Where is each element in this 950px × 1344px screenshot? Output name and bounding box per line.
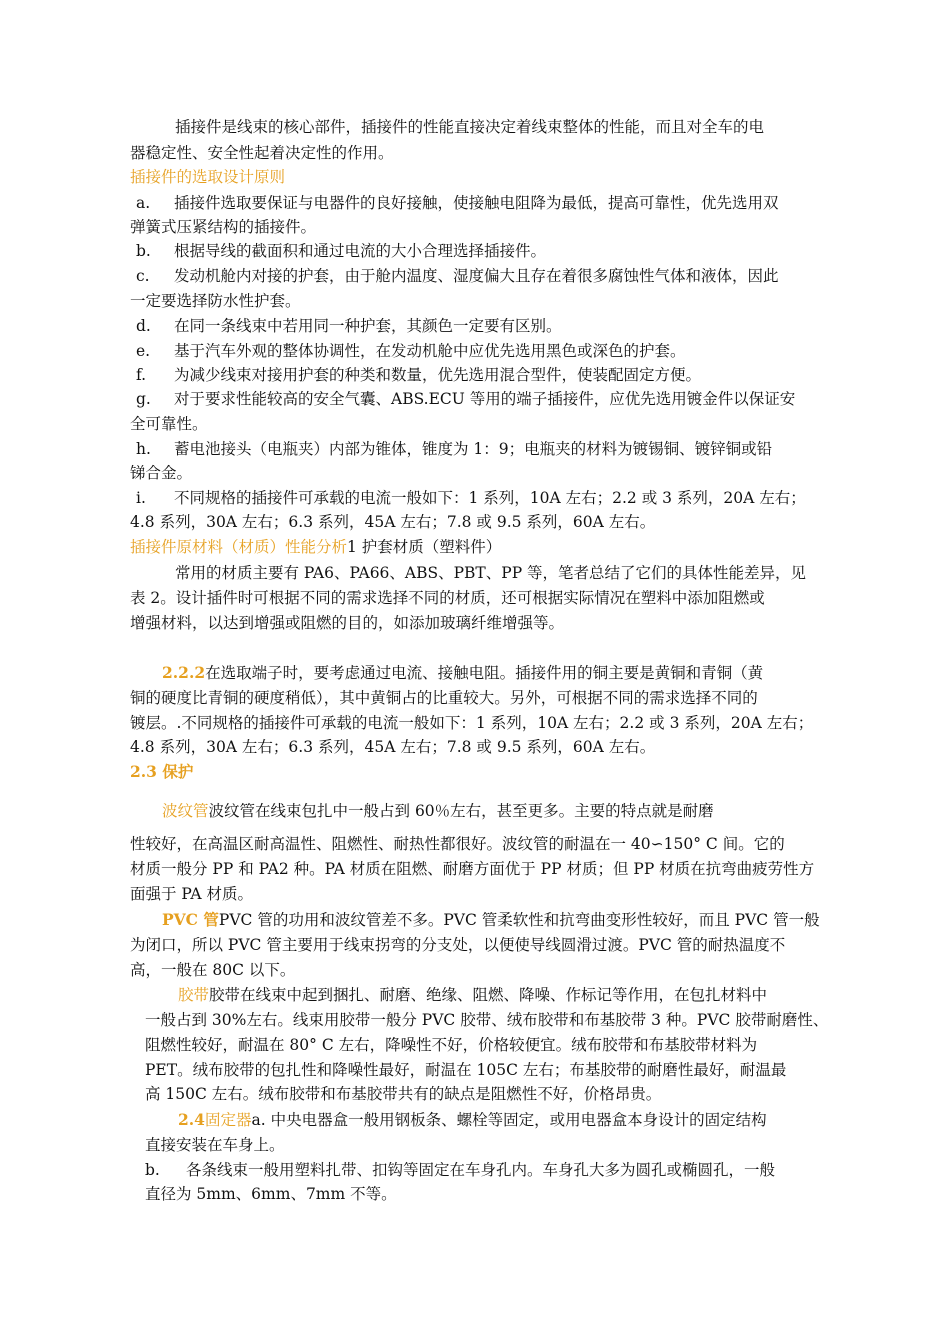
paragraph-line: 铜的硬度比青铜的硬度稍低），其中黄铜占的比重较大。另外，可根据不同的需求选择不同的: [130, 689, 758, 707]
section-heading-selection: 插接件的选取设计原则: [130, 168, 286, 186]
section-heading-material: [130, 536, 501, 558]
paragraph-line: 常用的材质主要有 PA6、PA66、ABS、PBT、PP 等，笔者总结了它们的具体性能差异，见: [175, 564, 807, 582]
subsection-label: 固定器: [204, 1111, 252, 1129]
list-marker: b.: [136, 242, 151, 260]
list-item-text: 锑合金。: [130, 464, 193, 482]
paragraph-line: 4.8 系列，30A 左右；6.3 系列，45A 左右；7.8 或 9.5 系列，60A 左右。: [130, 738, 656, 756]
paragraph-text: 在选取端子时，要考虑通过电流、接触电阻。插接件用的铜主要是黄铜和青铜（黄: [205, 664, 764, 682]
list-item-text: 根据导线的截面积和通过电流的大小合理选择插接件。: [174, 242, 547, 260]
section-heading-protection: 2.3 保护: [130, 762, 194, 781]
paragraph-line: 一般占到 30%左右。线束用胶带一般分 PVC 胶带、绒布胶带和布基胶带 3 种。PVC 胶带耐磨性、: [145, 1011, 829, 1029]
list-marker: f.: [136, 366, 147, 384]
intro-line: 器稳定性、安全性起着决定性的作用。: [130, 144, 394, 162]
list-item-text: 在同一条线束中若用同一种护套，其颜色一定要有区别。: [174, 317, 562, 335]
paragraph-text: 胶带在线束中起到捆扎、耐磨、绝缘、阻燃、降噪、作标记等作用，在包扎材料中: [209, 986, 768, 1004]
section-number: 2.4: [178, 1110, 205, 1129]
paragraph-line: 高，一般在 80C 以下。: [130, 961, 296, 979]
list-item-text: 一定要选择防水性护套。: [130, 292, 301, 310]
paragraph-line: 性较好，在高温区耐高温性、阻燃性、耐热性都很好。波纹管的耐温在一 40∽150° C 间。它的: [130, 835, 785, 853]
paragraph-line: 阻燃性较好，耐温在 80° C 左右，降噪性不好，价格较便宜。绒布胶带和布基胶带材料为: [145, 1036, 758, 1054]
paragraph-text: a. 中央电器盒一般用钢板条、螺栓等固定，或用电器盒本身设计的固定结构: [251, 1111, 767, 1129]
section-number: 2.2.2: [162, 663, 206, 682]
paragraph-line: [178, 1109, 767, 1131]
paragraph-line: 各条线束一般用塑料扎带、扣钩等固定在车身孔内。车身孔大多为圆孔或椭圆孔，一般: [186, 1161, 776, 1179]
paragraph-text: 波纹管在线束包扎中一般占到 60％左右，甚至更多。主要的特点就是耐磨: [208, 802, 714, 820]
paragraph-line: 材质一般分 PP 和 PA2 种。PA 材质在阻燃、耐磨方面优于 PP 材质；但 PP 材质在抗弯曲疲劳性方: [130, 860, 815, 878]
paragraph-line: [162, 662, 763, 684]
paragraph-line: 镀层。.不同规格的插接件可承载的电流一般如下：1 系列，10A 左右；2.2 或 3 系列，20A 左右；: [130, 714, 814, 732]
list-marker: c.: [136, 267, 150, 285]
list-marker: d.: [136, 317, 151, 335]
list-item-text: 为减少线束对接用护套的种类和数量，优先选用混合型件，使装配固定方便。: [174, 366, 702, 384]
paragraph-line: 面强于 PA 材质。: [130, 885, 254, 903]
heading-tail: 1 护套材质（塑料件）: [347, 538, 502, 556]
subsection-label: 波纹管: [162, 802, 209, 820]
list-item-text: 基于汽车外观的整体协调性，在发动机舱中应优先选用黑色或深色的护套。: [174, 342, 686, 360]
paragraph-line: 直接安装在车身上。: [145, 1136, 285, 1154]
paragraph-line: [162, 909, 820, 931]
list-item-text: 蓄电池接头（电瓶夹）内部为锥体，锥度为 1：9；电瓶夹的材料为镀锡铜、镀锌铜或铅: [174, 440, 773, 458]
list-marker: g.: [136, 390, 151, 408]
list-item-text: 插接件选取要保证与电器件的良好接触，使接触电阻降为最低，提高可靠性，优先选用双: [174, 194, 779, 212]
paragraph-line: 增强材料，以达到增强或阻燃的目的，如添加玻璃纤维增强等。: [130, 614, 565, 632]
heading-highlight: 插接件原材料（材质）性能分析: [130, 538, 348, 556]
paragraph-line: [162, 800, 714, 822]
paragraph-line: PET。绒布胶带的包扎性和降噪性最好，耐温在 105C 左右；布基胶带的耐磨性最好，耐温最: [145, 1061, 787, 1079]
list-item-text: 不同规格的插接件可承载的电流一般如下：1 系列，10A 左右；2.2 或 3 系列，20A 左右；: [174, 489, 806, 507]
list-item-text: 4.8 系列，30A 左右；6.3 系列，45A 左右；7.8 或 9.5 系列，60A 左右。: [130, 513, 656, 531]
list-item-text: 发动机舱内对接的护套，由于舱内温度、湿度偏大且存在着很多腐蚀性气体和液体，因此: [174, 267, 779, 285]
subsection-label: 胶带: [178, 986, 210, 1004]
paragraph-line: 表 2。设计插件时可根据不同的需求选择不同的材质，还可根据实际情况在塑料中添加阻燃或: [130, 589, 765, 607]
intro-line: 插接件是线束的核心部件，插接件的性能直接决定着线束整体的性能，而且对全车的电: [175, 118, 765, 136]
paragraph-line: 直径为 5mm、6mm、7mm 不等。: [145, 1185, 397, 1203]
list-marker: a.: [136, 194, 151, 212]
paragraph-line: [178, 984, 767, 1006]
list-item-text: 弹簧式压紧结构的插接件。: [130, 218, 317, 236]
list-item-text: 对于要求性能较高的安全气囊、ABS.ECU 等用的端子插接件，应优先选用镀金件以保证安: [174, 390, 796, 408]
paragraph-line: 高 150C 左右。绒布胶带和布基胶带共有的缺点是阻燃性不好，价格昂贵。: [145, 1085, 662, 1103]
list-item-text: 全可靠性。: [130, 415, 208, 433]
list-marker: b.: [145, 1161, 160, 1179]
paragraph-line: 为闭口，所以 PVC 管主要用于线束拐弯的分支处，以便使导线圆滑过渡。PVC 管的耐热温度不: [130, 936, 786, 954]
subsection-label: PVC 管: [162, 910, 219, 929]
paragraph-text: PVC 管的功用和波纹管差不多。PVC 管柔软性和抗弯曲变形性较好，而且 PVC 管一般: [218, 911, 820, 929]
list-marker: e.: [136, 342, 151, 360]
list-marker: i.: [136, 489, 146, 507]
list-marker: h.: [136, 440, 151, 458]
